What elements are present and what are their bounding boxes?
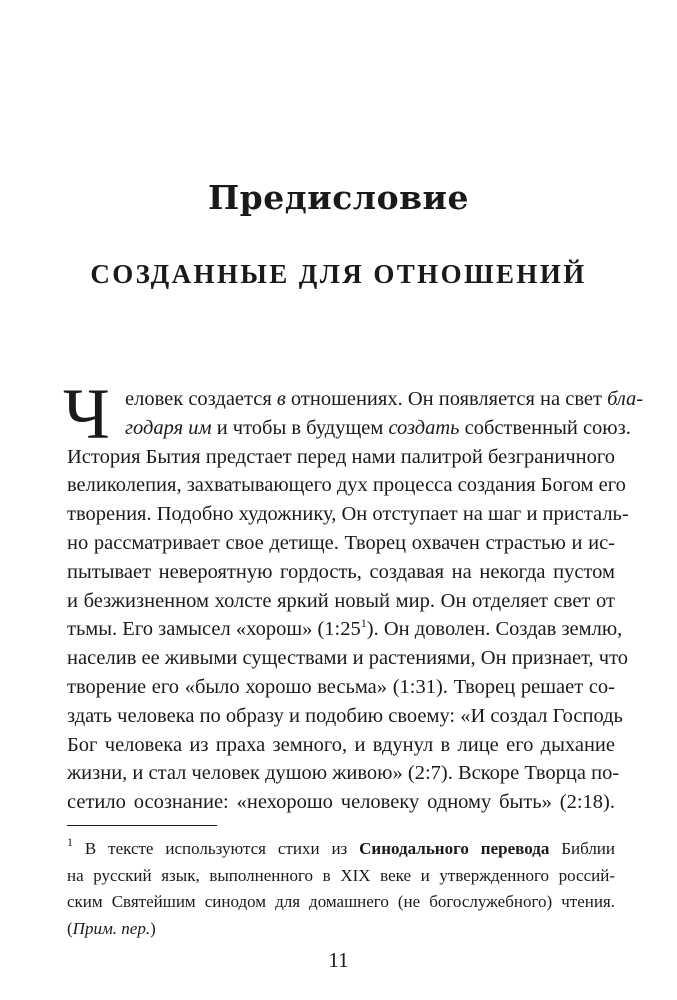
text-line: Бог человека из праха земного, и вдунул в лице его дыхание [67,733,615,756]
footnote-marker: 1 [67,835,73,849]
footnote-line: ским Святейшим синодом для домашнего (не богослужебного) чтения. [67,892,615,911]
chapter-subtitle: СОЗДАННЫЕ ДЛЯ ОТНОШЕНИЙ [90,259,587,289]
text-line: творение его «было хорошо весьма» (1:31). Творец решает со- [67,675,615,698]
text-line: тьмы. Его замысел «хорош» $(1:25^1)$. Он доволен. Создав землю, [67,616,623,641]
page-number: 11 [328,948,349,972]
text-line: здать человека по образу и подобию своему: «И создал Господь [67,704,623,727]
drop-cap: Ч [63,374,110,454]
text-line: и безжизненном холсте яркий новый мир. Он отделяет свет от [67,589,615,612]
footnote-divider [67,825,217,826]
text-line: пытывает невероятную гордость, создавая на некогда пустом [67,560,615,583]
text-line: еловек создается в отношениях. Он появляется на свет бла- [125,388,644,410]
text-line: великолепия, захватывающего дух процесса создания Богом его [67,474,626,497]
chapter-title: Предисловие [208,178,469,217]
text-line: но рассматривает свое детище. Творец охвачен страстью и ис- [67,531,615,554]
body-paragraph [67,385,644,817]
text-line: творения. Подобно художнику, Он отступает на шаг и присталь- [67,503,629,526]
footnote-line: $^1$ В тексте используются стихи из Синодального перевода Библии [67,835,615,858]
text-line: История Бытия предстает перед нами палитрой безграничного [67,445,615,468]
text-line: населив ее живыми существами и растениями, Он признает, что [67,647,629,670]
text-line: сетило осознание: «нехорошо человеку одному быть» (2:18). [67,791,615,814]
footnote-reference: 1 [360,616,367,631]
footnote-line: (Прим. пер.) [67,918,156,938]
text-line: жизни, и стал человек душою живою» (2:7). Вскоре Творца по- [67,762,620,785]
footnote-line: на русский язык, выполненного в XIX веке и утвержденного россий- [67,865,615,885]
footnote [67,836,615,942]
text-line: годаря им и чтобы в будущем создать собственный союз. [125,416,631,439]
